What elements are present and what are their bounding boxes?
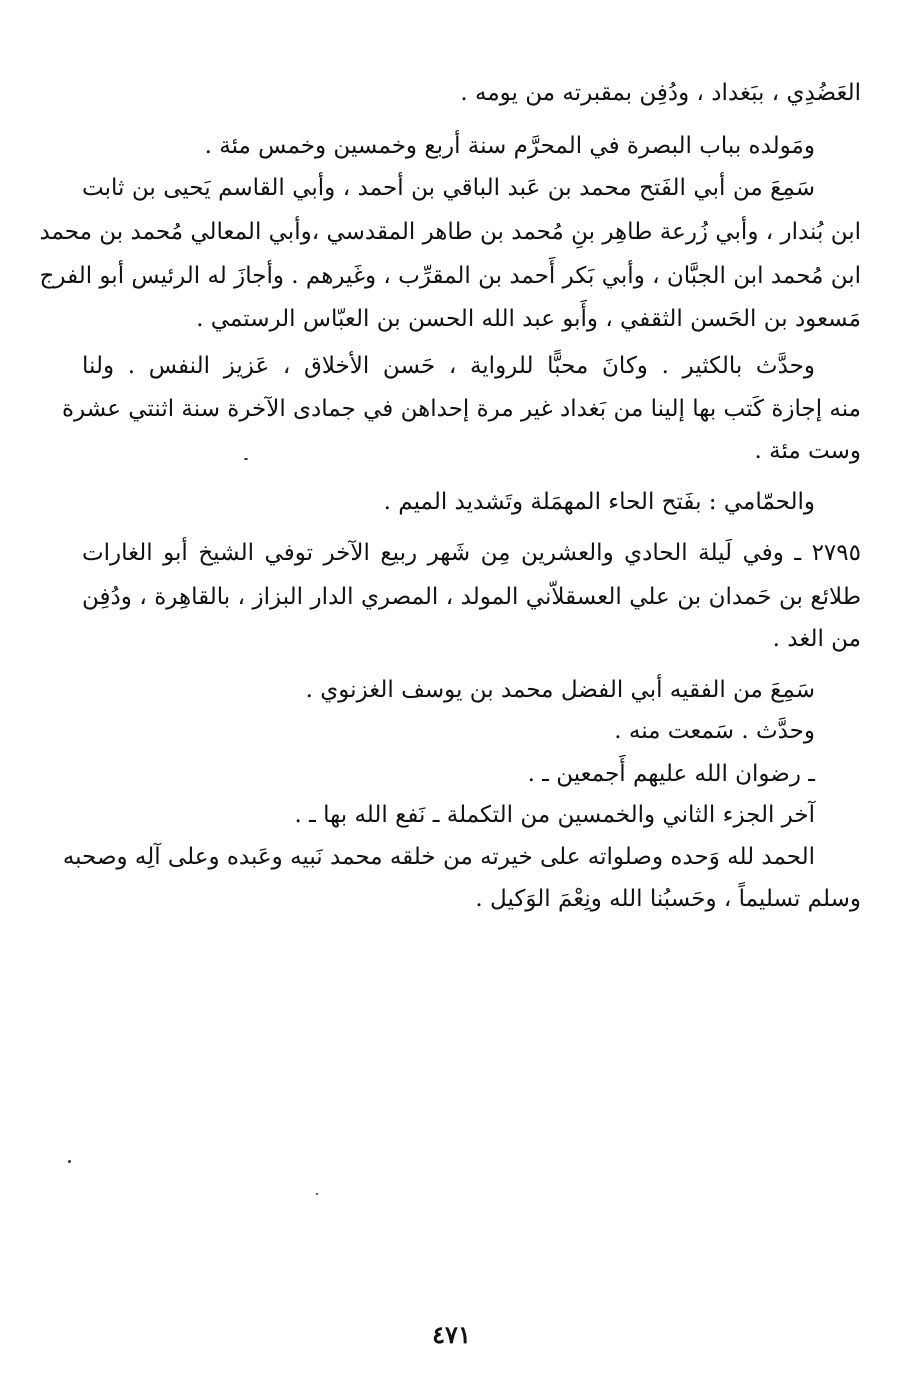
text-line-9: وست مئة .: [754, 438, 861, 464]
text-line-17: آخر الجزء الثاني والخمسين من التكملة ـ نَفع الله بها ـ .: [294, 802, 815, 828]
text-line-4: ابن بُندار ، وأبي زُرعة طاهِر بنِ مُحمد بن طاهر المقدسي ،وأبي المعالي مُحمد بن محمد: [39, 219, 861, 245]
text-line-14: سَمِعَ من الفقيه أبي الفضل محمد بن يوسف الغزنوي .: [305, 677, 815, 703]
text-line-10: والحمّامي : بفَتح الحاء المهمَلة وتَشديد الميم .: [383, 489, 815, 515]
text-line-3: سَمِعَ من أبي الفَتح محمد بن عَبد الباقي بن أحمد ، وأبي القاسم يَحيى بن ثابت: [82, 175, 815, 201]
print-speck: [244, 458, 248, 460]
print-speck: [68, 1160, 71, 1163]
print-speck: [316, 1193, 318, 1195]
text-line-5: ابن مُحمد ابن الجبَّان ، وأبي بَكر أَحمد بن المقرِّب ، وغَيرهم . وأجازَ له الرئيس أبو الفرج: [39, 263, 861, 289]
text-line-6: مَسعود بن الحَسن الثقفي ، وأَبو عبد الله الحسن بن العبّاس الرستمي .: [196, 306, 861, 332]
text-line-18: الحمد لله وَحده وصلواته على خيرته من خلقه محمد نَبيه وعَبده وعلى آلِه وصحبه: [62, 844, 815, 870]
text-line-7: وحدَّث بالكثير . وكانَ محبًّا للرواية ، حَسن الأخلاق ، عَزيز النفس . ولنا: [82, 353, 815, 379]
entry-heading-line: ٢٧٩٥ ـ وفي لَيلة الحادي والعشرين مِن شَهر ربيع الآخر توفي الشيخ أبو الغارات: [82, 540, 861, 566]
text-line-12: طلائع بن حَمدان بن علي العسقلاّني المولد ، المصري الدار البزاز ، بالقاهِرة ، ودُفِن: [82, 584, 861, 610]
text-line-2: ومَولده بباب البصرة في المحرَّم سنة أربع وخمسين وخمس مئة .: [204, 133, 815, 159]
text-line-13: من الغد .: [772, 626, 861, 652]
text-line-19: وسلم تسليماً ، وحَسبُنا الله ونِعْمَ الوَكيل .: [475, 886, 861, 912]
text-line-16: ـ رضوان الله عليهم أَجمعين ـ .: [527, 761, 815, 787]
text-line-1: العَضُدِي ، ببَغداد ، ودُفِن بمقبرته من يومه .: [460, 80, 861, 106]
text-line-8: منه إجازة كَتب بها إلينا من بَغداد غير مرة إحداهن في جمادى الآخرة سنة اثنتي عشرة: [61, 396, 861, 422]
text-line-15: وحدَّث . سَمعت منه .: [614, 718, 815, 744]
page-number: ٤٧١: [432, 1320, 471, 1349]
